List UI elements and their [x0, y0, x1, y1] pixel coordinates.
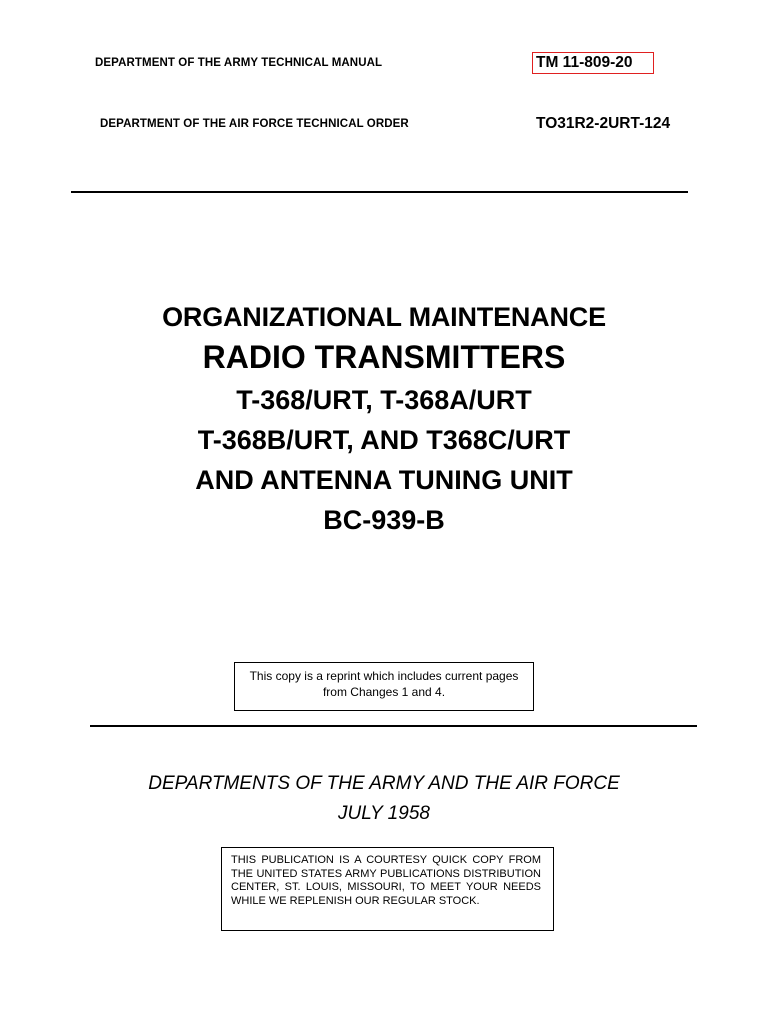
reprint-note-box: This copy is a reprint which includes current pages from Changes 1 and 4. — [234, 662, 534, 711]
title-line-4: T-368B/URT, AND T368C/URT — [197, 425, 571, 455]
middle-divider — [90, 725, 697, 727]
top-divider — [71, 191, 688, 193]
to-number: TO31R2-2URT-124 — [536, 115, 671, 132]
courtesy-copy-note-box: THIS PUBLICATION IS A COURTESY QUICK COPY FROM THE UNITED STATES ARMY PUBLICATIONS DISTRIBUTION CENTER, ST. LOUIS, MISSOURI, TO MEET YOUR NEEDS WHILE WE REPLENISH OUR REGULAR STOCK. — [221, 847, 554, 931]
tm-number-box: TM 11-809-20 — [532, 52, 654, 74]
air-force-department-heading: DEPARTMENT OF THE AIR FORCE TECHNICAL ORDER — [100, 118, 409, 130]
publication-date: JULY 1958 — [338, 803, 430, 824]
army-department-heading: DEPARTMENT OF THE ARMY TECHNICAL MANUAL — [95, 57, 383, 69]
title-line-2: RADIO TRANSMITTERS — [202, 339, 566, 375]
title-line-3: T-368/URT, T-368A/URT — [236, 385, 532, 415]
title-line-5: AND ANTENNA TUNING UNIT — [195, 465, 573, 495]
departments-line: DEPARTMENTS OF THE ARMY AND THE AIR FORCE — [148, 773, 620, 794]
title-line-6: BC-939-B — [323, 505, 445, 535]
title-line-1: ORGANIZATIONAL MAINTENANCE — [162, 302, 606, 332]
